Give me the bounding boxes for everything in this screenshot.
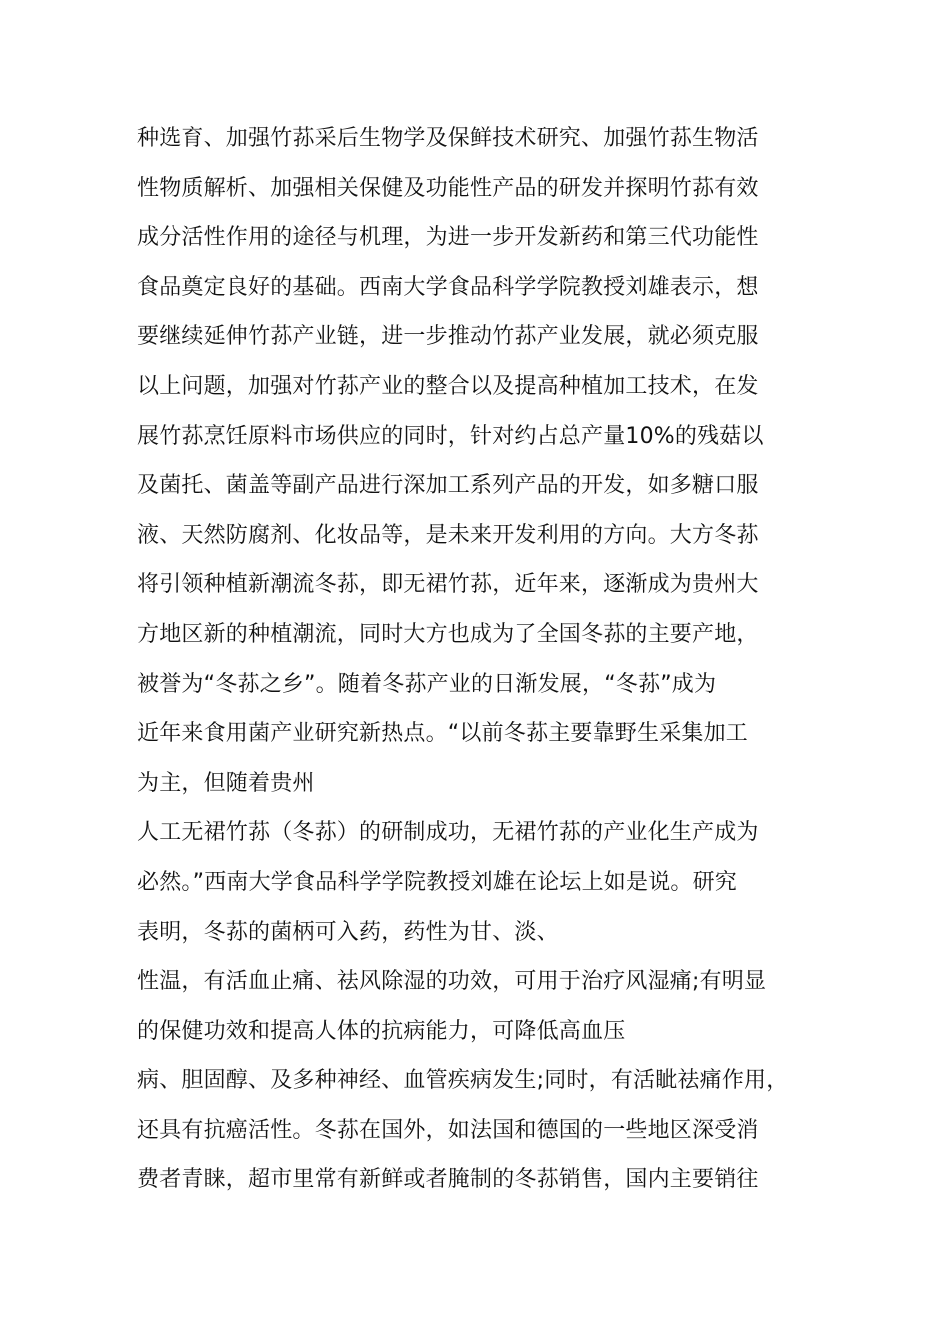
text-line: 性温，有活血止痛、祛风除湿的功效，可用于治疗风湿痛;有明显 (137, 969, 767, 995)
text-line: 人工无裙竹荪（冬荪）的研制成功，无裙竹荪的产业化生产成为 (137, 820, 759, 846)
text-line: 近年来食用菌产业研究新热点。“以前冬荪主要靠野生采集加工 (137, 721, 748, 747)
text-line: 的保健功效和提高人体的抗病能力，可降低高血压 (137, 1018, 626, 1044)
text-line: 要继续延伸竹荪产业链，进一步推动竹荪产业发展，就必须克服 (137, 324, 759, 350)
text-line: 表明，冬荪的菌柄可入药，药性为甘、淡、 (137, 919, 559, 945)
text-line: 病、胆固醇、及多种神经、血管疾病发生;同时，有活眦祛痛作用， (137, 1068, 789, 1094)
text-line: 及菌托、菌盖等副产品进行深加工系列产品的开发，如多糖口服 (137, 473, 759, 499)
text-line: 必然。”西南大学食品科学学院教授刘雄在论坛上如是说。研究 (137, 869, 737, 895)
text-line: 方地区新的种植潮流，同时大方也成为了全国冬荪的主要产地， (137, 621, 759, 647)
text-line: 以上问题，加强对竹荪产业的整合以及提高种植加工技术，在发 (137, 373, 759, 399)
text-line: 性物质解析、加强相关保健及功能性产品的研发并探明竹荪有效 (137, 175, 759, 201)
text-line: 液、天然防腐剂、化妆品等，是未来开发利用的方向。大方冬荪 (137, 522, 759, 548)
body-text (137, 114, 837, 1205)
text-line: 种选育、加强竹荪采后生物学及保鲜技术研究、加强竹荪生物活 (137, 126, 759, 151)
text-line: 展竹荪烹饪原料市场供应的同时，针对约占总产量10%的残菇以 (137, 423, 764, 449)
text-line: 为主，但随着贵州 (137, 770, 315, 796)
text-line: 费者青睐，超市里常有新鲜或者腌制的冬荪销售，国内主要销往 (137, 1167, 759, 1193)
text-line: 被誉为“冬荪之乡”。随着冬荪产业的日渐发展，“冬荪”成为 (137, 671, 717, 697)
text-line: 还具有抗癌活性。冬荪在国外，如法国和德国的一些地区深受消 (137, 1117, 759, 1143)
text-line: 食品奠定良好的基础。西南大学食品科学学院教授刘雄表示，想 (137, 274, 759, 300)
text-line: 成分活性作用的途径与机理，为进一步开发新药和第三代功能性 (137, 225, 759, 251)
text-line: 将引领种植新潮流冬荪，即无裙竹荪，近年来，逐渐成为贵州大 (137, 572, 759, 598)
